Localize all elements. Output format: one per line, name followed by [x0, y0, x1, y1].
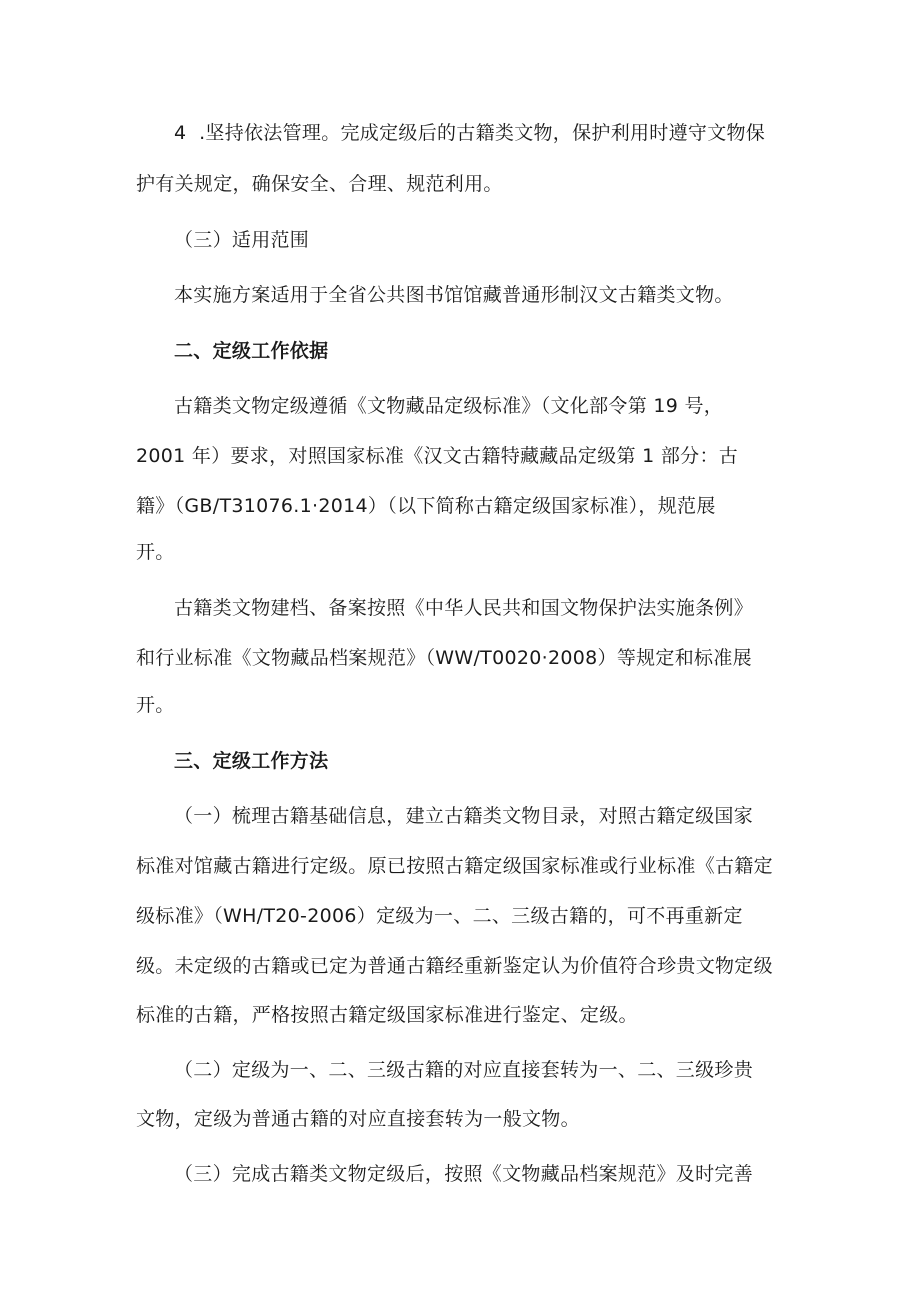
paragraph-line: 开。 [136, 541, 175, 563]
paragraph-line: 和行业标准《文物藏品档案规范》（WW/T0020·2008）等规定和标准展 [136, 647, 752, 669]
section-heading: 三、定级工作方法 [174, 750, 329, 772]
paragraph-line: （二）定级为一、二、三级古籍的对应直接套转为一、二、三级珍贵 [174, 1059, 754, 1081]
paragraph-line: 级。未定级的古籍或已定为普通古籍经重新鉴定认为价值符合珍贵文物定级 [136, 955, 773, 977]
paragraph-line: 标准对馆藏古籍进行定级。原已按照古籍定级国家标准或行业标准《古籍定 [136, 855, 773, 877]
section-heading: 二、定级工作依据 [174, 340, 329, 362]
paragraph-line: 籍》（GB/T31076.1·2014）（以下简称古籍定级国家标准），规范展 [136, 495, 716, 517]
paragraph-line: 古籍类文物建档、备案按照《中华人民共和国文物保护法实施条例》 [174, 597, 754, 619]
paragraph-line: 文物，定级为普通古籍的对应直接套转为一般文物。 [136, 1108, 580, 1130]
paragraph-line: 标准的古籍，严格按照古籍定级国家标准进行鉴定、定级。 [136, 1004, 638, 1026]
paragraph-line: 古籍类文物定级遵循《文物藏品定级标准》（文化部令第 19 号， [174, 395, 724, 417]
paragraph-line: 级标准》（WH/T20-2006）定级为一、二、三级古籍的，可不再重新定 [136, 905, 743, 927]
paragraph-line: 2001 年）要求，对照国家标准《汉文古籍特藏藏品定级第 1 部分：古 [136, 445, 739, 467]
paragraph-line: 护有关规定，确保安全、合理、规范利用。 [136, 173, 503, 195]
paragraph-line: （三）完成古籍类文物定级后，按照《文物藏品档案规范》及时完善 [174, 1163, 754, 1185]
paragraph-line: 本实施方案适用于全省公共图书馆馆藏普通形制汉文古籍类文物。 [174, 284, 734, 306]
paragraph-line: （一）梳理古籍基础信息，建立古籍类文物目录，对照古籍定级国家 [174, 805, 754, 827]
paragraph-line: 4 .坚持依法管理。完成定级后的古籍类文物，保护利用时遵守文物保 [174, 122, 766, 144]
paragraph-line: 开。 [136, 694, 175, 716]
section-subheading: （三）适用范围 [174, 229, 310, 251]
